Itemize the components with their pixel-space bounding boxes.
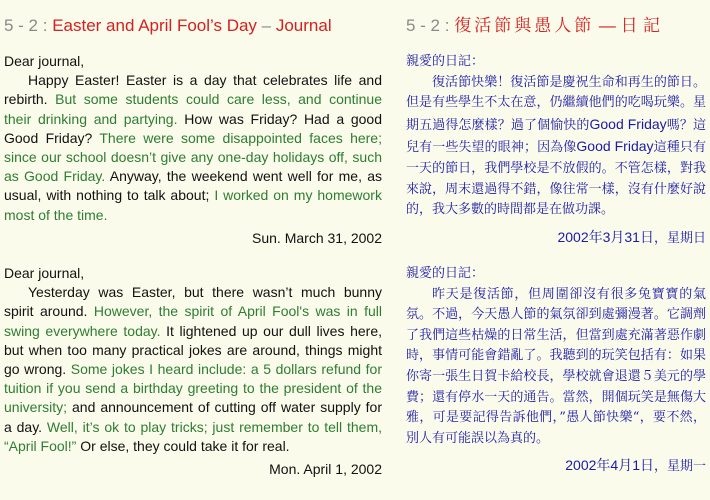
entry-body bbox=[4, 71, 382, 225]
highlighted-sentence: However, the spirit of April Fool's was in full swing everywhere today. bbox=[4, 303, 382, 339]
entry-body bbox=[4, 283, 382, 456]
entry-body bbox=[406, 73, 706, 221]
text-run: Good Friday bbox=[576, 138, 654, 155]
entry-body: 昨天是復活節，但周圍卻沒有很多兔寶寶的氣氛。不過，今天愚人節的氣氛卻到處彌漫著。它調劑了我們這些枯燥的日常生活，但當到處充滿著惡作劇時，事情可能會錯亂了。我聽到的玩笑包括有：如果你寄一張生日賀卡給校長，學校就會退還５美元的學費；還有停水一天的通告。當然，開個玩笑是無傷大雅，可是要記得告訴他們，”愚人節快樂“，要不然，別人有可能誤以為真的。 bbox=[406, 286, 706, 446]
highlighted-sentence: Well, it’s ok to play tricks; just remember to tell them, “April Fool!” bbox=[4, 418, 382, 454]
entry-date: Sun. March 31, 2002 bbox=[252, 229, 382, 246]
english-entry-2 bbox=[4, 264, 382, 479]
sentence: and announcement of cutting off water supply for a day. bbox=[4, 399, 382, 435]
lesson-subtitle: Journal bbox=[275, 16, 332, 35]
text-run: 復活節快樂！復活節是慶祝生命和再生的節日。但是有些學生不太在意，仍繼續他們的吃喝玩樂。星期五過得怎麼樣？過了個愉快的 bbox=[406, 74, 706, 133]
entry-date-weekday: ，星期一 bbox=[653, 459, 706, 475]
entry-date-number: 2002年3月31日 bbox=[557, 228, 654, 245]
sentence: Yesterday was Easter, but there wasn’t much bunny spirit around. bbox=[4, 284, 382, 320]
english-header bbox=[4, 15, 332, 37]
sentence: Or else, they could take it for real. bbox=[76, 437, 290, 454]
entry-date-number: 2002年4月1日 bbox=[565, 457, 654, 474]
entry-date-weekday: ，星期日 bbox=[653, 230, 706, 246]
entry-date: Mon. April 1, 2002 bbox=[269, 461, 382, 478]
text-run: Good Friday bbox=[589, 115, 667, 132]
entry-greeting: Dear journal, bbox=[4, 265, 85, 281]
highlighted-sentence: But some students could care less, and continue their drinking and partying. bbox=[4, 91, 382, 127]
highlighted-sentence: There were some disappointed faces here; since our school doesn’t give any one-day holidays off, such as Good Friday. bbox=[4, 129, 382, 185]
entry-date bbox=[406, 227, 706, 250]
english-entry-1 bbox=[4, 52, 382, 248]
entry-greeting: 親愛的日記： bbox=[406, 266, 485, 281]
highlighted-sentence: Some jokes I heard include: a 5 dollars refund for tuition if you send a birthday greeting to the president of the university; bbox=[4, 361, 382, 416]
lesson-number: 5 - 2 : bbox=[406, 16, 450, 35]
title-dash: – bbox=[256, 16, 276, 35]
text-run: 這種只有一天的節日，我們學校是不放假的。不管怎樣，對我來說，周末還過得不錯，像往常一樣，沒有什麼好說的，我大多數的時間都是在做功課。 bbox=[406, 140, 706, 218]
sentence: Happy Easter! Easter is a day that celebrates life and rebirth. bbox=[4, 72, 382, 108]
chinese-entry-2 bbox=[406, 264, 706, 478]
lesson-subtitle: 日 記 bbox=[620, 16, 661, 36]
sentence: Anyway, the weekend went well for me, as usual, with nothing to talk about; bbox=[4, 168, 383, 204]
lesson-number: 5 - 2 : bbox=[4, 16, 48, 35]
text-run: 嗎？這兒有一些失望的眼神；因為像 bbox=[406, 117, 706, 156]
title-dash: — bbox=[594, 16, 621, 35]
highlighted-sentence: I worked on my homework most of the time. bbox=[4, 187, 382, 223]
entry-greeting: Dear journal, bbox=[4, 53, 85, 69]
sentence: How was Friday? Had a good Good Friday? bbox=[4, 110, 382, 146]
chinese-entry-1 bbox=[406, 52, 706, 249]
sentence: It lightened up our dull lives here, but when too many practical jokes are around, things might go wrong. bbox=[4, 322, 382, 378]
entry-greeting: 親愛的日記： bbox=[406, 54, 485, 69]
entry-date bbox=[406, 455, 706, 478]
chinese-header bbox=[406, 15, 660, 37]
lesson-title: Easter and April Fool’s Day bbox=[52, 16, 257, 35]
lesson-title: 復活節與愚人節 bbox=[454, 16, 595, 36]
